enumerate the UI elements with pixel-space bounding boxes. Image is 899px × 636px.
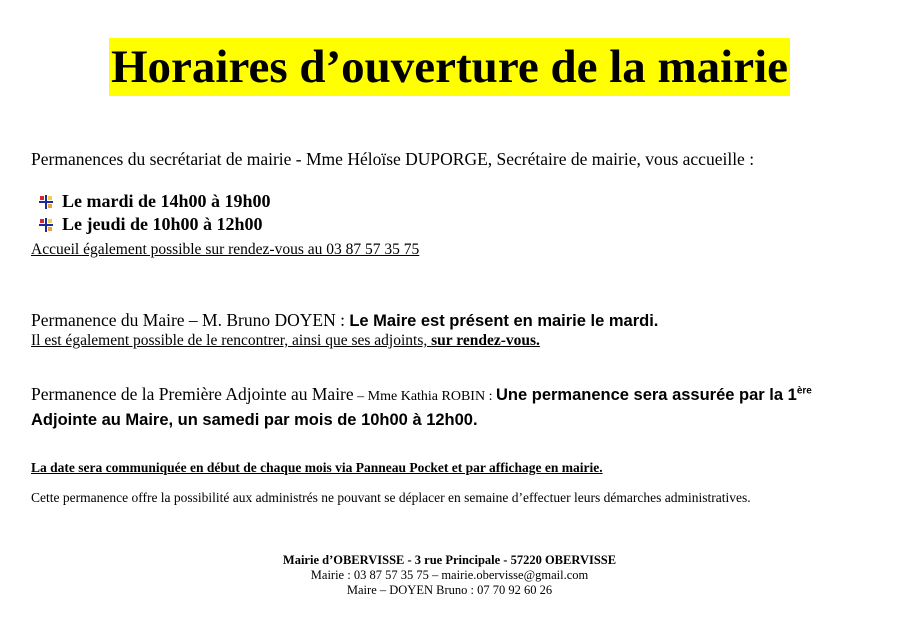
mayor-note-bold: sur rendez-vous. <box>431 332 540 349</box>
bullet-cross-icon <box>39 195 53 209</box>
deputy-statement-a: Une permanence sera assurée par la 1 <box>495 386 797 404</box>
deputy-statement-sup: ère <box>796 385 812 397</box>
mayor-label: Permanence du Maire – M. Bruno DOYEN : <box>31 310 350 330</box>
footer-contact: Mairie : 03 87 57 35 75 – mairie.obervisse@gmail.com <box>310 568 589 582</box>
deputy-statement-b: Adjointe au Maire, un samedi par mois de 10h00 à 12h00. <box>31 411 478 429</box>
footer-mayor-phone: Maire – DOYEN Bruno : 07 70 92 60 26 <box>346 583 553 597</box>
slot-text: Le mardi de 14h00 à 19h00 <box>62 191 271 211</box>
slot-text: Le jeudi de 10h00 à 12h00 <box>62 214 263 234</box>
secretariat-slots <box>39 190 271 236</box>
bullet-cross-icon <box>39 218 53 232</box>
mayor-note <box>31 332 540 350</box>
list-item <box>39 190 271 213</box>
date-notice: La date sera communiquée en début de chaque mois via Panneau Pocket et par affichage en mairie. <box>31 460 603 475</box>
footer-address: Mairie d’OBERVISSE - 3 rue Principale - 57220 OBERVISSE <box>282 553 617 567</box>
footer <box>0 553 899 598</box>
appointment-note: Accueil également possible sur rendez-vous au 03 87 57 35 75 <box>31 241 420 258</box>
secretariat-intro: Permanences du secrétariat de mairie - Mme Héloïse DUPORGE, Secrétaire de mairie, vous accueille : <box>31 149 755 169</box>
list-item <box>39 213 271 236</box>
title-block <box>0 38 899 96</box>
deputy-permanence <box>31 383 871 432</box>
permanence-note: Cette permanence offre la possibilité aux administrés ne pouvant se déplacer en semaine d’effectuer leurs démarches administratives. <box>31 490 751 505</box>
mayor-permanence <box>31 310 658 331</box>
page-title: Horaires d’ouverture de la mairie <box>109 38 790 96</box>
deputy-name: – Mme Kathia ROBIN : <box>353 389 496 404</box>
mayor-note-text: Il est également possible de le rencontrer, ainsi que ses adjoints, <box>31 332 432 349</box>
mayor-statement: Le Maire est présent en mairie le mardi. <box>349 312 659 330</box>
deputy-label: Permanence de la Première Adjointe au Maire <box>31 384 354 404</box>
